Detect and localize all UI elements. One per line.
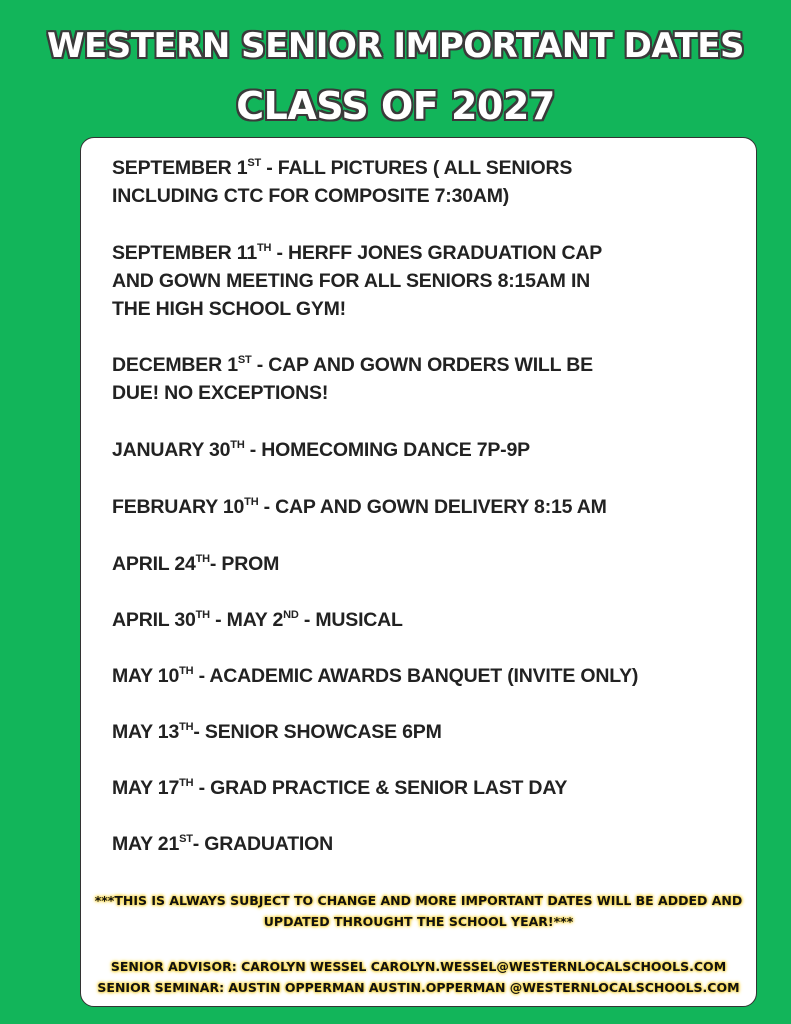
date-item <box>112 550 752 578</box>
date-ordinal-suffix: TH <box>179 721 194 733</box>
date-item <box>112 662 752 690</box>
date-text: - FALL PICTURES ( ALL SENIORS <box>261 157 573 179</box>
date-text: - MUSICAL <box>298 609 403 631</box>
notice-line-2: UPDATED THROUGHT THE SCHOOL YEAR!*** <box>263 914 574 929</box>
date-text: DUE! NO EXCEPTIONS! <box>112 382 329 404</box>
date-text: INCLUDING CTC FOR COMPOSITE 7:30AM) <box>112 185 510 207</box>
date-text: - MAY 2 <box>209 609 284 631</box>
date-line <box>112 295 752 323</box>
date-text: - SENIOR SHOWCASE 6PM <box>193 721 442 743</box>
date-text: MAY 13 <box>112 721 180 743</box>
date-text: AND GOWN MEETING FOR ALL SENIORS 8:15AM IN <box>112 270 591 292</box>
date-item <box>112 154 752 210</box>
date-text: - GRAD PRACTICE & SENIOR LAST DAY <box>193 777 568 799</box>
date-text: MAY 21 <box>112 833 180 855</box>
date-ordinal-suffix: ND <box>283 609 299 621</box>
dates-card <box>80 137 757 1007</box>
date-line <box>112 718 752 746</box>
date-text: - GRADUATION <box>192 833 333 855</box>
date-ordinal-suffix: TH <box>230 439 245 451</box>
date-ordinal-suffix: TH <box>179 777 194 789</box>
senior-advisor: SENIOR ADVISOR: CAROLYN WESSEL CAROLYN.WESSEL@WESTERNLOCALSCHOOLS.COM <box>110 959 727 974</box>
date-text: THE HIGH SCHOOL GYM! <box>112 298 346 320</box>
date-text: - ACADEMIC AWARDS BANQUET (INVITE ONLY) <box>193 665 639 687</box>
date-text: FEBRUARY 10 <box>112 496 245 518</box>
date-text: - CAP AND GOWN DELIVERY 8:15 AM <box>258 496 607 518</box>
date-text: DECEMBER 1 <box>112 354 238 376</box>
date-text: - HERFF JONES GRADUATION CAP <box>271 242 603 264</box>
page-title: WESTERN SENIOR IMPORTANT DATES <box>47 26 744 66</box>
date-item <box>112 493 752 521</box>
date-text: SEPTEMBER 1 <box>112 157 248 179</box>
notice-line-1: ***THIS IS ALWAYS SUBJECT TO CHANGE AND MORE IMPORTANT DATES WILL BE ADDED AND <box>94 893 743 908</box>
senior-seminar: SENIOR SEMINAR: AUSTIN OPPERMAN AUSTIN.OPPERMAN @WESTERNLOCALSCHOOLS.COM <box>97 980 740 995</box>
date-ordinal-suffix: TH <box>244 496 259 508</box>
date-line <box>112 662 752 690</box>
date-ordinal-suffix: TH <box>195 609 210 621</box>
date-item <box>112 351 752 407</box>
date-text: - PROM <box>209 553 280 575</box>
date-text: - HOMECOMING DANCE 7P-9P <box>244 439 530 461</box>
date-line <box>112 154 752 182</box>
date-ordinal-suffix: ST <box>247 157 262 169</box>
date-text: JANUARY 30 <box>112 439 231 461</box>
page-subtitle: CLASS OF 2027 <box>236 84 555 128</box>
date-item <box>112 830 752 858</box>
date-item <box>112 239 752 323</box>
date-text: SEPTEMBER 11 <box>112 242 257 264</box>
date-line <box>112 606 752 634</box>
change-notice <box>81 890 756 932</box>
date-item <box>112 774 752 802</box>
date-line <box>112 239 752 267</box>
date-item <box>112 436 752 464</box>
date-ordinal-suffix: ST <box>179 833 193 845</box>
date-line <box>112 436 752 464</box>
date-ordinal-suffix: TH <box>195 553 210 565</box>
date-ordinal-suffix: TH <box>179 665 194 677</box>
date-ordinal-suffix: TH <box>256 242 272 254</box>
date-line <box>112 267 752 295</box>
date-item <box>112 718 752 746</box>
date-text: MAY 10 <box>112 665 180 687</box>
date-line <box>112 830 752 858</box>
date-line <box>112 493 752 521</box>
date-line <box>112 182 752 210</box>
date-line <box>112 379 752 407</box>
contacts <box>81 956 756 998</box>
date-ordinal-suffix: ST <box>237 354 252 366</box>
date-item <box>112 606 752 634</box>
date-text: APRIL 24 <box>112 553 196 575</box>
date-text: - CAP AND GOWN ORDERS WILL BE <box>251 354 593 376</box>
date-line <box>112 351 752 379</box>
date-text: MAY 17 <box>112 777 180 799</box>
date-line <box>112 774 752 802</box>
date-line <box>112 550 752 578</box>
date-text: APRIL 30 <box>112 609 196 631</box>
